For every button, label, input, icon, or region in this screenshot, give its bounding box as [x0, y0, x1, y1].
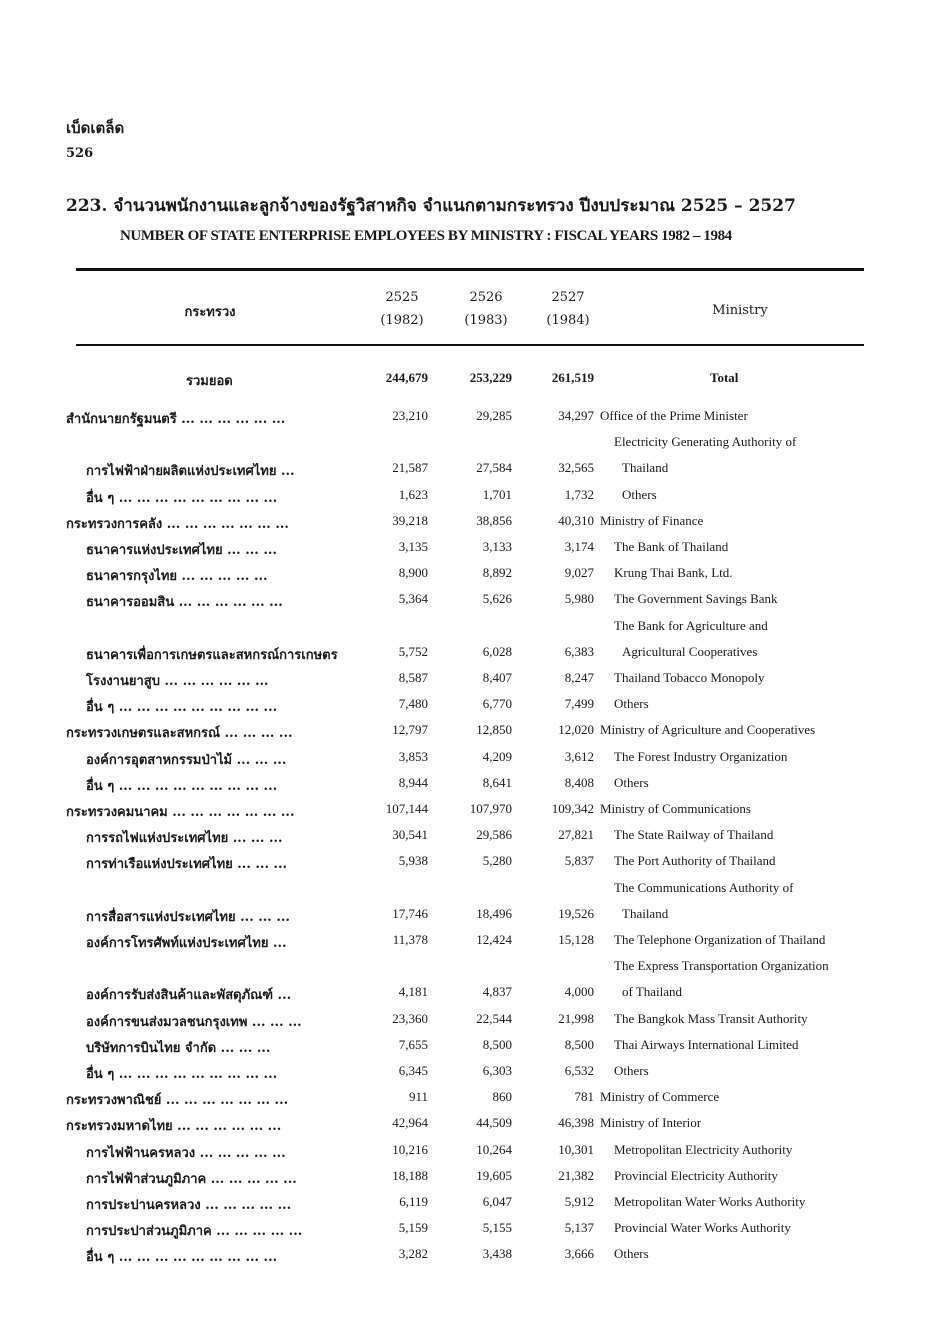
- cell-2526: 5,280: [482, 853, 512, 868]
- cell-2527: 34,297: [558, 408, 594, 423]
- cell-2525: 23,360: [392, 1011, 428, 1026]
- cell-2527: 3,612: [564, 749, 594, 764]
- row-label-english: of Thailand: [622, 984, 683, 999]
- table-title-thai: 223. จำนวนพนักงานและลูกจ้างของรัฐวิสาหกิจ จำแนกตามกระทรวง ปีงบประมาณ 2525 – 2527: [66, 196, 796, 216]
- table-row: [0, 801, 941, 827]
- row-label-english: Electricity Generating Authority of: [614, 434, 797, 449]
- table-row: [0, 1142, 941, 1168]
- col-head-2525: [372, 290, 432, 328]
- row-label-thai: กระทรวงคมนาคม ... ... ... ... ... ... ...: [66, 805, 295, 820]
- cell-2525: 7,480: [398, 696, 428, 711]
- row-label-english: Others: [614, 775, 649, 790]
- cell-2526: 3,133: [482, 539, 512, 554]
- row-label-english: Agricultural Cooperatives: [622, 644, 758, 659]
- row-label-english: Thai Airways International Limited: [614, 1037, 799, 1052]
- header-rule: [76, 344, 864, 346]
- col-head-be: 2527: [551, 290, 585, 305]
- row-label-thai: องค์การโทรศัพท์แห่งประเทศไทย ...: [86, 936, 287, 951]
- cell-2526: 6,047: [482, 1194, 512, 1209]
- row-label-english: Others: [614, 1246, 649, 1261]
- cell-2526: 5,155: [482, 1220, 512, 1235]
- cell-2525: 8,944: [398, 775, 428, 790]
- cell-2527: 3,666: [564, 1246, 594, 1261]
- cell-2527: 12,020: [558, 722, 594, 737]
- cell-2525: 5,364: [398, 591, 428, 606]
- row-label-thai: อื่น ๆ ... ... ... ... ... ... ... ... ...: [86, 700, 278, 715]
- row-label-english: Others: [614, 1063, 649, 1078]
- row-label-thai: ธนาคารแห่งประเทศไทย ... ... ...: [86, 543, 277, 558]
- row-label-thai: อื่น ๆ ... ... ... ... ... ... ... ... ...: [86, 491, 278, 506]
- cell-2525: 6,345: [398, 1063, 428, 1078]
- cell-2526: 19,605: [476, 1168, 512, 1183]
- cell-2526: 27,584: [476, 460, 512, 475]
- table-row: [0, 565, 941, 591]
- table-row: [0, 880, 941, 906]
- cell-2525: 107,144: [385, 801, 428, 816]
- cell-2527: 5,837: [564, 853, 594, 868]
- cell-2527: 5,137: [564, 1220, 594, 1235]
- cell-2526: 107,970: [469, 801, 512, 816]
- cell-2525: 7,655: [398, 1037, 428, 1052]
- cell-2526: 1,701: [482, 487, 512, 502]
- cell-2526: 6,770: [482, 696, 512, 711]
- cell-2525: 6,119: [399, 1194, 428, 1209]
- cell-2525: 42,964: [392, 1115, 428, 1130]
- row-label-english: Ministry of Communications: [600, 801, 751, 816]
- cell-2525: 4,181: [398, 984, 428, 999]
- table-row: [0, 539, 941, 565]
- row-label-english: The Communications Authority of: [614, 880, 794, 895]
- row-label-thai: อื่น ๆ ... ... ... ... ... ... ... ... ...: [86, 1250, 278, 1265]
- cell-2527: 3,174: [564, 539, 594, 554]
- row-label-english: The Bank of Thailand: [614, 539, 729, 554]
- total-2527: 261,519: [551, 370, 594, 385]
- row-label-thai: กระทรวงการคลัง ... ... ... ... ... ... ...: [66, 517, 289, 532]
- table-row: [0, 408, 941, 434]
- row-label-english: Provincial Electricity Authority: [614, 1168, 778, 1183]
- cell-2525: 5,159: [398, 1220, 428, 1235]
- section-header: เบ็ดเตล็ด: [66, 119, 125, 137]
- col-head-be: 2525: [385, 290, 419, 305]
- cell-2525: 5,752: [398, 644, 428, 659]
- table-row: [0, 513, 941, 539]
- cell-2526: 38,856: [476, 513, 512, 528]
- table-row: [0, 1089, 941, 1115]
- cell-2526: 44,509: [476, 1115, 512, 1130]
- col-head-ad: (1982): [380, 313, 424, 328]
- row-label-thai: กระทรวงมหาดไทย ... ... ... ... ... ...: [66, 1119, 282, 1134]
- row-label-thai: การประปาส่วนภูมิภาค ... ... ... ... ...: [86, 1224, 303, 1239]
- total-row: [0, 370, 941, 396]
- cell-2525: 3,282: [398, 1246, 428, 1261]
- cell-2527: 4,000: [564, 984, 594, 999]
- row-label-thai: บริษัทการบินไทย จำกัด ... ... ...: [86, 1041, 271, 1056]
- table-row: [0, 696, 941, 722]
- cell-2526: 18,496: [476, 906, 512, 921]
- cell-2525: 12,797: [392, 722, 428, 737]
- table-row: [0, 853, 941, 879]
- row-label-english: The Forest Industry Organization: [614, 749, 788, 764]
- table-row: [0, 1115, 941, 1141]
- top-rule: [76, 268, 864, 271]
- cell-2526: 22,544: [476, 1011, 512, 1026]
- cell-2526: 5,626: [482, 591, 512, 606]
- cell-2527: 8,408: [564, 775, 594, 790]
- col-head-2527: [538, 290, 598, 328]
- table-row: [0, 670, 941, 696]
- cell-2526: 8,407: [482, 670, 512, 685]
- cell-2526: 12,850: [476, 722, 512, 737]
- table-row: [0, 487, 941, 513]
- col-head-thai: กระทรวง: [184, 305, 236, 320]
- cell-2525: 39,218: [392, 513, 428, 528]
- row-label-thai: การท่าเรือแห่งประเทศไทย ... ... ...: [86, 857, 288, 872]
- table-row: [0, 644, 941, 670]
- cell-2527: 8,500: [564, 1037, 594, 1052]
- row-label-thai: สำนักนายกรัฐมนตรี ... ... ... ... ... ...: [66, 412, 286, 427]
- row-label-english: The Government Savings Bank: [614, 591, 778, 606]
- cell-2526: 6,028: [482, 644, 512, 659]
- table-row: [0, 749, 941, 775]
- cell-2525: 3,135: [398, 539, 428, 554]
- cell-2527: 40,310: [558, 513, 594, 528]
- table-row: [0, 1011, 941, 1037]
- cell-2527: 32,565: [558, 460, 594, 475]
- cell-2526: 6,303: [482, 1063, 512, 1078]
- cell-2525: 911: [408, 1089, 428, 1104]
- row-label-thai: ธนาคารออมสิน ... ... ... ... ... ...: [86, 595, 283, 610]
- cell-2527: 19,526: [558, 906, 594, 921]
- row-label-english: Office of the Prime Minister: [600, 408, 748, 423]
- cell-2526: 3,438: [482, 1246, 512, 1261]
- row-label-english: The Telephone Organization of Thailand: [614, 932, 826, 947]
- cell-2525: 5,938: [398, 853, 428, 868]
- table-row: [0, 958, 941, 984]
- table-row: [0, 618, 941, 644]
- table-row: [0, 1246, 941, 1272]
- col-head-be: 2526: [469, 290, 503, 305]
- total-2525: 244,679: [385, 370, 428, 385]
- cell-2526: 860: [492, 1089, 512, 1104]
- col-head-ad: (1983): [464, 313, 508, 328]
- page-number: 526: [66, 146, 94, 161]
- cell-2526: 29,285: [476, 408, 512, 423]
- cell-2527: 109,342: [551, 801, 594, 816]
- table-row: [0, 906, 941, 932]
- cell-2526: 29,586: [476, 827, 512, 842]
- table-row: [0, 1194, 941, 1220]
- cell-2526: 12,424: [476, 932, 512, 947]
- cell-2527: 21,998: [558, 1011, 594, 1026]
- cell-2525: 17,746: [392, 906, 428, 921]
- table-row: [0, 984, 941, 1010]
- total-label-thai: รวมยอด: [186, 374, 233, 389]
- table-row: [0, 1063, 941, 1089]
- cell-2526: 8,892: [482, 565, 512, 580]
- col-head-ad: (1984): [546, 313, 590, 328]
- row-label-english: Others: [622, 487, 657, 502]
- total-label-english: Total: [710, 370, 739, 385]
- cell-2525: 30,541: [392, 827, 428, 842]
- cell-2526: 10,264: [476, 1142, 512, 1157]
- cell-2525: 11,378: [392, 932, 428, 947]
- cell-2527: 27,821: [558, 827, 594, 842]
- cell-2527: 6,532: [564, 1063, 594, 1078]
- table-row: [0, 1037, 941, 1063]
- cell-2527: 21,382: [558, 1168, 594, 1183]
- row-label-english: Thailand: [622, 906, 669, 921]
- cell-2525: 8,587: [398, 670, 428, 685]
- row-label-thai: อื่น ๆ ... ... ... ... ... ... ... ... ...: [86, 779, 278, 794]
- row-label-english: Krung Thai Bank, Ltd.: [614, 565, 733, 580]
- row-label-english: Metropolitan Water Works Authority: [614, 1194, 806, 1209]
- table-row: [0, 460, 941, 486]
- row-label-english: The Bank for Agriculture and: [614, 618, 768, 633]
- row-label-thai: อื่น ๆ ... ... ... ... ... ... ... ... ...: [86, 1067, 278, 1082]
- cell-2525: 8,900: [398, 565, 428, 580]
- row-label-thai: การไฟฟ้าฝ่ายผลิตแห่งประเทศไทย ...: [86, 464, 295, 479]
- cell-2527: 46,398: [558, 1115, 594, 1130]
- table-row: [0, 932, 941, 958]
- row-label-thai: การไฟฟ้าส่วนภูมิภาค ... ... ... ... ...: [86, 1172, 297, 1187]
- table-row: [0, 827, 941, 853]
- table-row: [0, 1168, 941, 1194]
- cell-2527: 5,980: [564, 591, 594, 606]
- row-label-english: Thailand Tobacco Monopoly: [614, 670, 765, 685]
- row-label-english: Ministry of Agriculture and Cooperatives: [600, 722, 816, 737]
- row-label-thai: การสื่อสารแห่งประเทศไทย ... ... ...: [86, 910, 290, 925]
- table-row: [0, 775, 941, 801]
- cell-2527: 5,912: [564, 1194, 594, 1209]
- cell-2526: 8,500: [482, 1037, 512, 1052]
- row-label-thai: ธนาคารเพื่อการเกษตรและสหกรณ์การเกษตร: [86, 648, 338, 663]
- cell-2527: 15,128: [558, 932, 594, 947]
- cell-2526: 8,641: [482, 775, 512, 790]
- cell-2525: 18,188: [392, 1168, 428, 1183]
- row-label-thai: การประปานครหลวง ... ... ... ... ...: [86, 1198, 292, 1213]
- row-label-thai: โรงงานยาสูบ ... ... ... ... ... ...: [86, 674, 269, 689]
- row-label-english: Others: [614, 696, 649, 711]
- cell-2525: 3,853: [398, 749, 428, 764]
- row-label-thai: องค์การรับส่งสินค้าและพัสดุภัณฑ์ ...: [86, 988, 292, 1003]
- cell-2527: 8,247: [564, 670, 594, 685]
- cell-2527: 7,499: [564, 696, 594, 711]
- cell-2525: 23,210: [392, 408, 428, 423]
- table-title-english: NUMBER OF STATE ENTERPRISE EMPLOYEES BY MINISTRY : FISCAL YEARS 1982 – 1984: [120, 228, 732, 244]
- cell-2527: 6,383: [564, 644, 594, 659]
- cell-2527: 781: [574, 1089, 594, 1104]
- row-label-thai: กระทรวงพาณิชย์ ... ... ... ... ... ... ...: [66, 1093, 289, 1108]
- row-label-english: Ministry of Interior: [600, 1115, 702, 1130]
- row-label-thai: กระทรวงเกษตรและสหกรณ์ ... ... ... ...: [66, 726, 293, 741]
- row-label-english: Metropolitan Electricity Authority: [614, 1142, 793, 1157]
- row-label-english: Thailand: [622, 460, 669, 475]
- col-head-ministry: Ministry: [712, 303, 768, 318]
- cell-2527: 10,301: [558, 1142, 594, 1157]
- row-label-thai: องค์การอุตสาหกรรมป่าไม้ ... ... ...: [86, 753, 287, 768]
- cell-2525: 1,623: [398, 487, 428, 502]
- row-label-english: The Express Transportation Organization: [614, 958, 829, 973]
- row-label-english: Ministry of Finance: [600, 513, 704, 528]
- table-row: [0, 591, 941, 617]
- col-head-2526: [456, 290, 516, 328]
- cell-2527: 9,027: [564, 565, 594, 580]
- cell-2526: 4,209: [482, 749, 512, 764]
- row-label-english: The State Railway of Thailand: [614, 827, 774, 842]
- row-label-english: The Port Authority of Thailand: [614, 853, 776, 868]
- cell-2527: 1,732: [564, 487, 594, 502]
- cell-2525: 10,216: [392, 1142, 428, 1157]
- cell-2526: 4,837: [482, 984, 512, 999]
- table-row: [0, 434, 941, 460]
- row-label-thai: ธนาคารกรุงไทย ... ... ... ... ...: [86, 569, 268, 584]
- table-row: [0, 1220, 941, 1246]
- row-label-thai: การรถไฟแห่งประเทศไทย ... ... ...: [86, 831, 283, 846]
- cell-2525: 21,587: [392, 460, 428, 475]
- table-row: [0, 722, 941, 748]
- row-label-english: Provincial Water Works Authority: [614, 1220, 791, 1235]
- row-label-english: Ministry of Commerce: [600, 1089, 720, 1104]
- row-label-thai: องค์การขนส่งมวลชนกรุงเทพ ... ... ...: [86, 1015, 302, 1030]
- row-label-english: The Bangkok Mass Transit Authority: [614, 1011, 808, 1026]
- total-2526: 253,229: [469, 370, 512, 385]
- row-label-thai: การไฟฟ้านครหลวง ... ... ... ... ...: [86, 1146, 286, 1161]
